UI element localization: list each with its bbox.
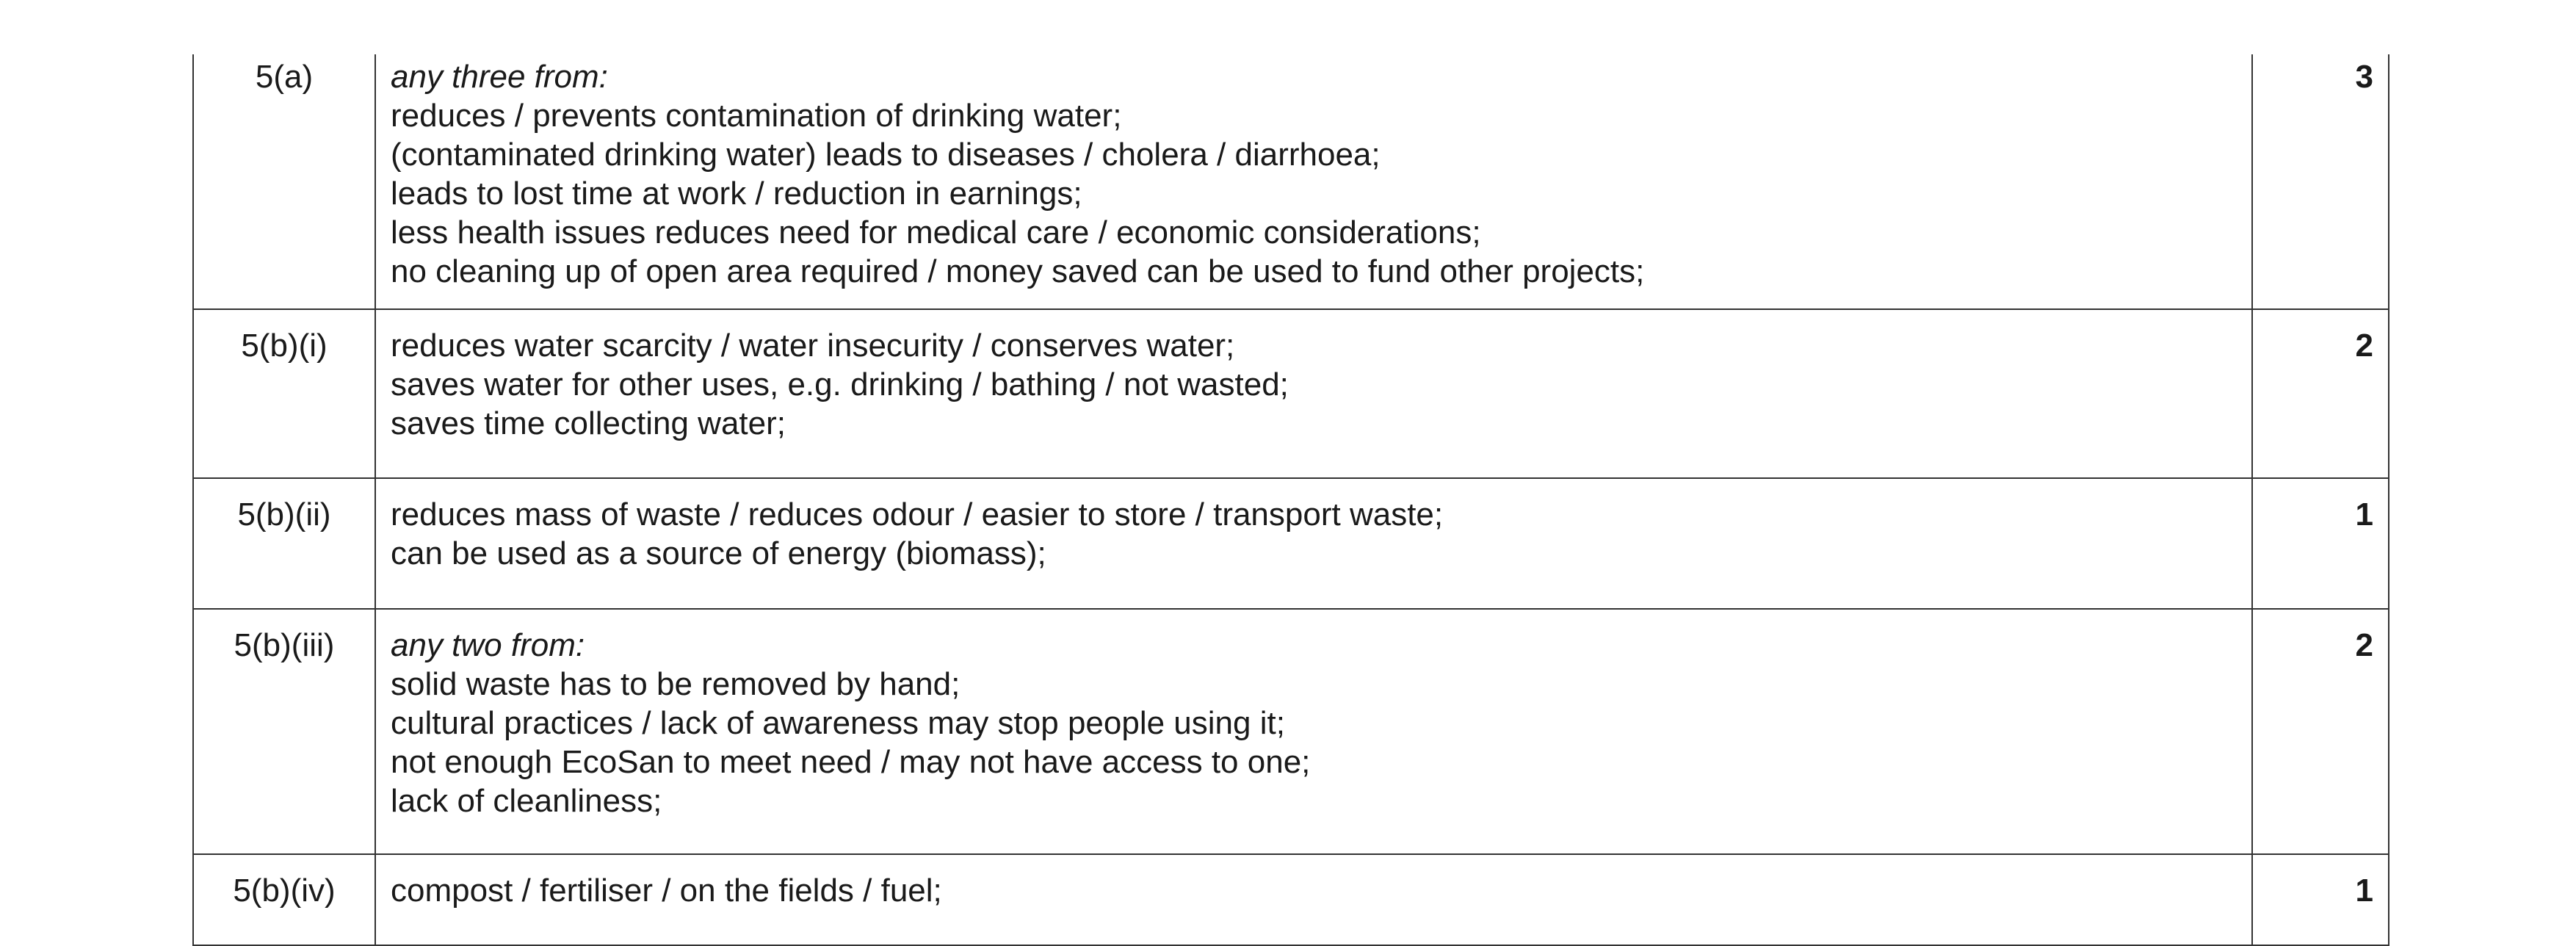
answer-point: compost / fertiliser / on the fields / fuel; xyxy=(391,873,942,909)
table-row xyxy=(193,309,2389,478)
answer-point: not enough EcoSan to meet need / may not have access to one; xyxy=(391,744,1311,780)
answer-cell xyxy=(375,54,2252,309)
answer-cell xyxy=(375,854,2252,945)
answer-point: no cleaning up of open area required / money saved can be used to fund other projects; xyxy=(391,253,1645,289)
answer-point: solid waste has to be removed by hand; xyxy=(391,666,960,702)
question-number-cell: 5(b)(i) xyxy=(193,309,375,478)
question-number-cell: 5(b)(iv) xyxy=(193,854,375,945)
marks-cell: 1 xyxy=(2252,478,2389,609)
marks-cell: 2 xyxy=(2252,609,2389,854)
question-number-cell: 5(a) xyxy=(193,54,375,309)
answer-point: less health issues reduces need for medical care / economic considerations; xyxy=(391,214,1481,250)
table-row xyxy=(193,854,2389,945)
marks-cell: 2 xyxy=(2252,309,2389,478)
answer-point: can be used as a source of energy (biomass); xyxy=(391,535,1046,571)
answer-point: saves water for other uses, e.g. drinking / bathing / not wasted; xyxy=(391,367,1289,402)
answer-instruction: any two from: xyxy=(391,627,585,663)
answer-point: saves time collecting water; xyxy=(391,405,786,441)
answer-point: (contaminated drinking water) leads to diseases / cholera / diarrhoea; xyxy=(391,137,1381,173)
answer-cell xyxy=(375,478,2252,609)
question-number-cell: 5(b)(iii) xyxy=(193,609,375,854)
question-number-cell: 5(b)(ii) xyxy=(193,478,375,609)
answer-point: reduces mass of waste / reduces odour / easier to store / transport waste; xyxy=(391,497,1444,532)
answer-point: cultural practices / lack of awareness may stop people using it; xyxy=(391,705,1285,741)
answer-cell xyxy=(375,609,2252,854)
marks-cell: 3 xyxy=(2252,54,2389,309)
answer-point: reduces water scarcity / water insecurity / conserves water; xyxy=(391,328,1235,364)
table-row xyxy=(193,609,2389,854)
answer-instruction: any three from: xyxy=(391,59,608,95)
answer-point: reduces / prevents contamination of drinking water; xyxy=(391,98,1122,134)
table-row xyxy=(193,54,2389,309)
table-row xyxy=(193,478,2389,609)
answer-point: lack of cleanliness; xyxy=(391,783,662,819)
marks-cell: 1 xyxy=(2252,854,2389,945)
answer-point: leads to lost time at work / reduction in earnings; xyxy=(391,176,1082,212)
answer-cell xyxy=(375,309,2252,478)
mark-scheme-table xyxy=(192,54,2389,946)
